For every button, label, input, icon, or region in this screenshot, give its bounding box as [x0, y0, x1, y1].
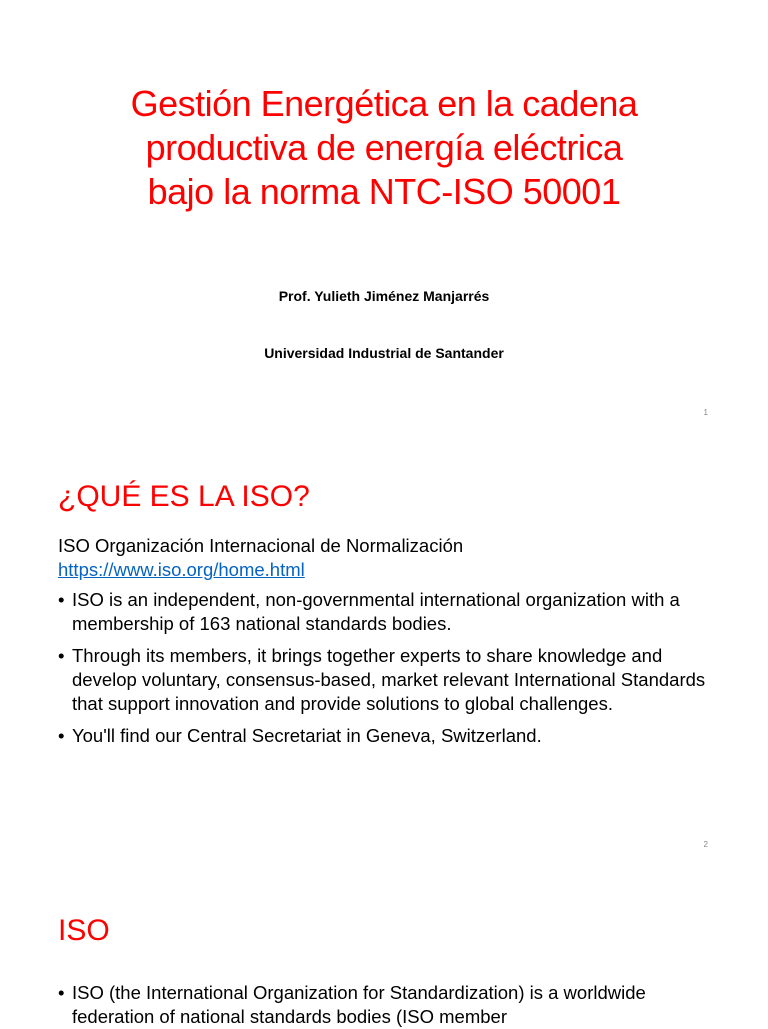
list-item: • Through its members, it brings together experts to share knowledge and develop voluntary, consensus-based, market relevant International Standards that support innovation and provide solutions to global challenges.	[58, 644, 718, 716]
bullet-list	[58, 588, 718, 748]
page-number: 1	[703, 408, 708, 417]
slide-2	[0, 430, 768, 860]
slide-1	[0, 0, 768, 430]
slide-2-body	[58, 534, 718, 748]
university-name: Universidad Industrial de Santander	[264, 345, 504, 361]
list-item: • ISO (the International Organization for Standardization) is a worldwide federation of national standards bodies (ISO member	[58, 981, 718, 1029]
slide-3-body	[58, 981, 718, 1029]
list-item: • ISO is an independent, non-governmental international organization with a membership of 163 national standards bodies.	[58, 588, 718, 636]
title-line-2: productiva de energía eléctrica	[145, 127, 623, 168]
title-line-1: Gestión Energética en la cadena	[130, 83, 638, 124]
author-name: Prof. Yulieth Jiménez Manjarrés	[278, 288, 490, 304]
slide-3	[0, 860, 768, 1027]
bullet-list	[58, 981, 718, 1029]
slide-2-heading: ¿QUÉ ES LA ISO?	[58, 480, 310, 513]
slide-1-title	[0, 82, 768, 214]
intro-text: ISO Organización Internacional de Normalización	[58, 535, 464, 556]
title-line-3: bajo la norma NTC-ISO 50001	[147, 171, 621, 212]
page-number: 2	[703, 840, 708, 849]
iso-link[interactable]: https://www.iso.org/home.html	[58, 559, 305, 580]
slide-3-heading: ISO	[58, 914, 110, 947]
list-item: • You'll find our Central Secretariat in Geneva, Switzerland.	[58, 724, 718, 748]
